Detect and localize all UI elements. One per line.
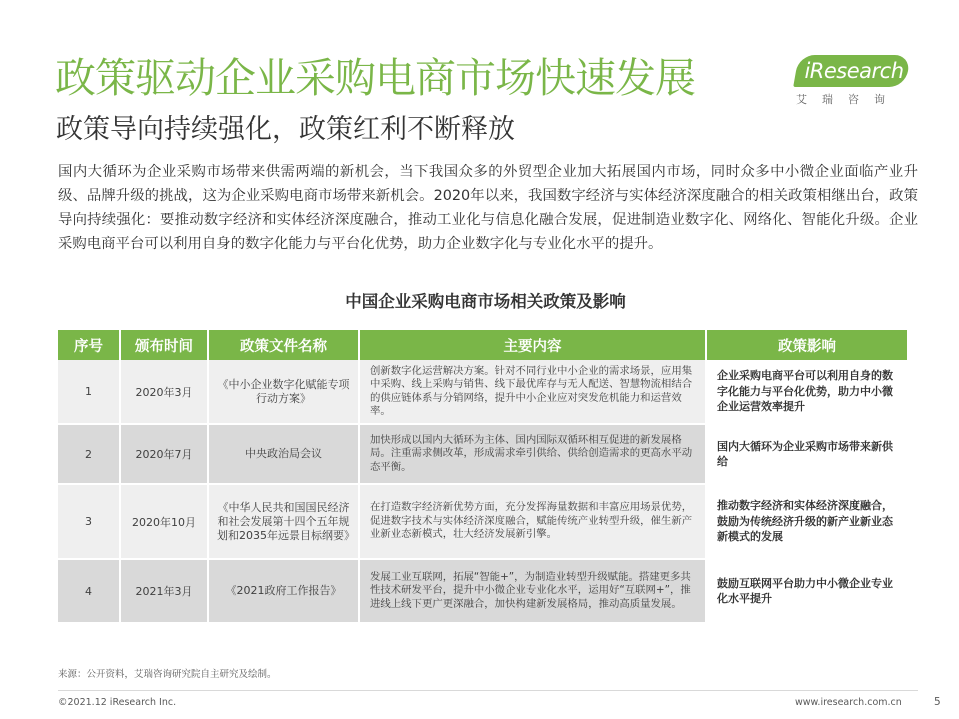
header-num: 序号 (58, 330, 120, 360)
cell-date: 2021年3月 (120, 559, 208, 623)
iresearch-logo (788, 55, 918, 107)
table-row (58, 360, 907, 424)
footer-divider (58, 690, 918, 691)
cell-content: 在打造数字经济新优势方面，充分发挥海量数据和丰富应用场景优势，促进数字技术与实体经济深度融合，赋能传统产业转型升级，催生新产业新业态新模式，壮大经济发展新引擎。 (359, 484, 706, 559)
website-link[interactable]: www.iresearch.com.cn (795, 697, 902, 708)
header-impact: 政策影响 (706, 330, 907, 360)
header-doc: 政策文件名称 (208, 330, 359, 360)
source-note: 来源：公开资料，艾瑞咨询研究院自主研究及绘制。 (58, 669, 277, 680)
cell-impact: 企业采购电商平台可以利用自身的数字化能力与平台化优势，助力中小微企业运营效率提升 (706, 360, 907, 424)
header-date: 颁布时间 (120, 330, 208, 360)
logo-brand: iResearch (804, 59, 904, 83)
cell-impact: 鼓励互联网平台助力中小微企业专业化水平提升 (706, 559, 907, 623)
header-content: 主要内容 (359, 330, 706, 360)
table-row (58, 559, 907, 623)
table-row (58, 424, 907, 484)
cell-doc: 《中华人民共和国国民经济和社会发展第十四个五年规划和2035年远景目标纲要》 (208, 484, 359, 559)
table-title: 中国企业采购电商市场相关政策及影响 (345, 292, 626, 311)
logo-chinese-name: 艾瑞咨询 (796, 93, 900, 106)
copyright: ©2021.12 iResearch Inc. (58, 697, 177, 708)
cell-num: 3 (58, 484, 120, 559)
table-row (58, 484, 907, 559)
cell-date: 2020年7月 (120, 424, 208, 484)
cell-impact: 国内大循环为企业采购市场带来新供给 (706, 424, 907, 484)
cell-doc: 《2021政府工作报告》 (208, 559, 359, 623)
intro-paragraph: 国内大循环为企业采购市场带来供需两端的新机会，当下我国众多的外贸型企业加大拓展国内市场，同时众多中小微企业面临产业升级、品牌升级的挑战，这为企业采购电商市场带来新机会。2020年以来，我国数字经济与实体经济深度融合的相关政策相继出台，政策导向持续强化：要推动数字经济和实体经济深度融合，推动工业化与信息化融合发展，促进制造业数字化、网络化、智能化升级。企业采购电商平台可以利用自身的数字化能力与平台化优势，助力企业数字化与专业化水平的提升。 (58, 164, 918, 252)
cell-content: 发展工业互联网，拓展“智能+”，为制造业转型升级赋能。搭建更多共性技术研发平台，提升中小微企业专业化水平，运用好“互联网+”，推进线上线下更广更深融合，加快构建新发展格局，推动高质量发展。 (359, 559, 706, 623)
cell-content: 创新数字化运营解决方案。针对不同行业中小企业的需求场景，应用集中采购、线上采购与销售、线下最优库存与无人配送、智慧物流相结合的供应链体系与分销网络，提升中小企业应对突发危机能力和运营效率。 (359, 360, 706, 424)
policy-table (58, 330, 907, 624)
table-header-row (58, 330, 907, 360)
cell-date: 2020年3月 (120, 360, 208, 424)
cell-num: 2 (58, 424, 120, 484)
cell-date: 2020年10月 (120, 484, 208, 559)
page-subtitle: 政策导向持续强化，政策红利不断释放 (56, 114, 515, 145)
page-title: 政策驱动企业采购电商市场快速发展 (55, 54, 695, 102)
cell-doc: 中央政治局会议 (208, 424, 359, 484)
page-number: 5 (934, 696, 941, 708)
cell-num: 4 (58, 559, 120, 623)
cell-content: 加快形成以国内大循环为主体、国内国际双循环相互促进的新发展格局。注重需求侧改革，形成需求牵引供给、供给创造需求的更高水平动态平衡。 (359, 424, 706, 484)
cell-impact: 推动数字经济和实体经济深度融合，鼓励为传统经济升级的新产业新业态新模式的发展 (706, 484, 907, 559)
cell-doc: 《中小企业数字化赋能专项行动方案》 (208, 360, 359, 424)
cell-num: 1 (58, 360, 120, 424)
